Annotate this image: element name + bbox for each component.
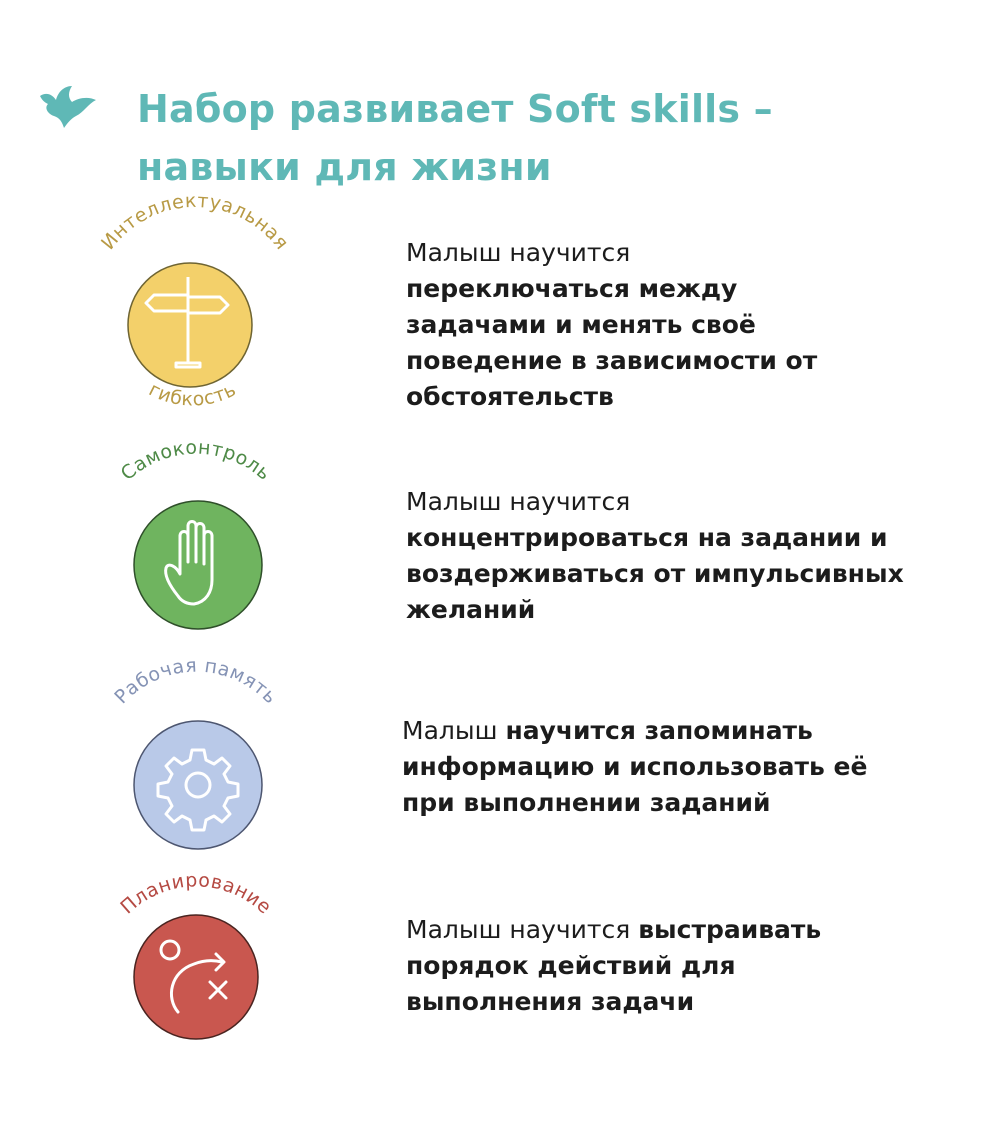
skill-text-bold-3: научится запоминать информацию и использовать её при выполнении заданий <box>402 716 868 817</box>
title-line-1: Набор развивает Soft skills – <box>137 87 773 131</box>
skill-text-regular-4: Малыш научится <box>406 915 631 944</box>
skill-text-bold-1: переключаться между задачами и менять своё поведение в зависимости от обстоятельств <box>406 274 818 411</box>
badge-label-flexibility: гибкость <box>145 378 240 411</box>
skill-text-bold-2: концентрироваться на задании и воздерживаться от импульсивных желаний <box>406 523 904 624</box>
skill-self-control <box>0 436 994 642</box>
badge-intellectual-flexibility <box>70 189 320 415</box>
skill-description-3 <box>402 713 962 821</box>
skill-description-1 <box>406 235 966 415</box>
skill-description-2 <box>406 484 966 628</box>
skill-description-4 <box>406 912 966 1020</box>
skill-text-regular-1: Малыш научится <box>406 238 631 267</box>
skill-planning <box>0 869 994 1060</box>
badge-label-planning: Планирование <box>116 869 276 919</box>
skill-text-regular-3: Малыш <box>402 716 498 745</box>
badge-label-working-memory: Рабочая память <box>110 654 282 709</box>
page-title <box>137 80 897 196</box>
title-line-2: навыки для жизни <box>137 145 552 189</box>
bird-icon <box>38 82 98 130</box>
skill-intellectual-flexibility <box>0 189 994 430</box>
skill-text-bold-4: выстраивать порядок действий для выполнения задачи <box>406 915 822 1016</box>
skill-text-regular-2: Малыш научится <box>406 487 631 516</box>
badge-label-self-control: Самоконтроль <box>116 436 276 485</box>
badge-planning <box>70 869 320 1080</box>
badge-working-memory <box>70 654 320 880</box>
badge-self-control <box>70 436 320 662</box>
badge-label-intellectual: Интеллектуальная <box>97 189 293 255</box>
skill-working-memory <box>0 654 994 860</box>
